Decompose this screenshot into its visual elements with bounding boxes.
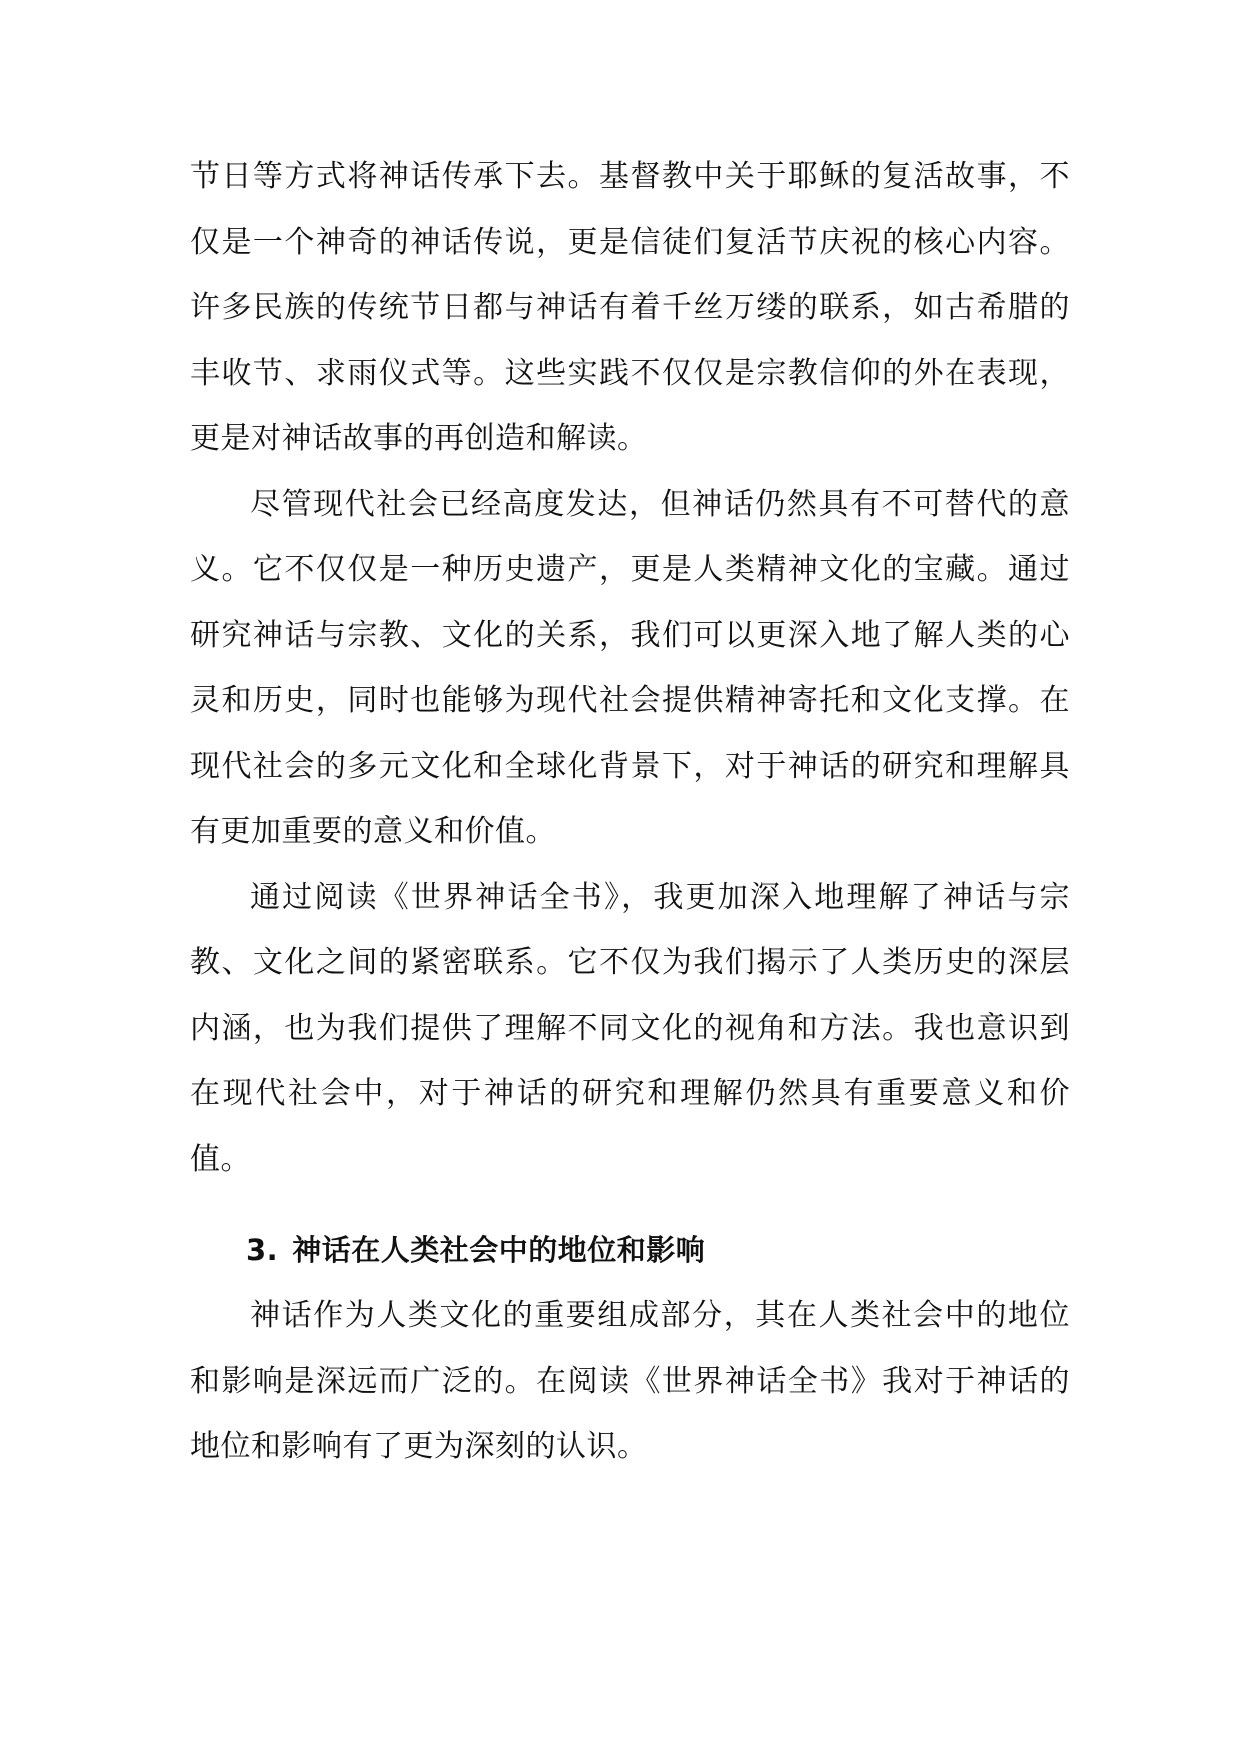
paragraph-continued: 节日等方式将神话传承下去。基督教中关于耶稣的复活故事，不仅是一个神奇的神话传说，更是信徒们复活节庆祝的核心内容。许多民族的传统节日都与神话有着千丝万缕的联系，如古希腊的丰收节、求雨仪式等。这些实践不仅仅是宗教信仰的外在表现，更是对神话故事的再创造和解读。 — [190, 159, 1070, 456]
section-number: 3. — [246, 1233, 279, 1267]
document-body — [190, 144, 1070, 1480]
paragraph-modern-significance: 尽管现代社会已经高度发达，但神话仍然具有不可替代的意义。它不仅仅是一种历史遗产，更是人类精神文化的宝藏。通过研究神话与宗教、文化的关系，我们可以更深入地了解人类的心灵和历史，同时也能够为现代社会提供精神寄托和文化支撑。在现代社会的多元文化和全球化背景下，对于神话的研究和理解具有更加重要的意义和价值。 — [190, 486, 1070, 849]
paragraph-status-influence: 神话作为人类文化的重要组成部分，其在人类社会中的地位和影响是深远而广泛的。在阅读《世界神话全书》我对于神话的地位和影响有了更为深刻的认识。 — [190, 1298, 1070, 1464]
section-heading — [190, 1218, 1070, 1283]
paragraph-reading-reflection: 通过阅读《世界神话全书》，我更加深入地理解了神话与宗教、文化之间的紧密联系。它不仅为我们揭示了人类历史的深层内涵，也为我们提供了理解不同文化的视角和方法。我也意识到在现代社会中，对于神话的研究和理解仍然具有重要意义和价值。 — [190, 879, 1070, 1177]
section-title: 神话在人类社会中的地位和影响 — [292, 1233, 706, 1267]
